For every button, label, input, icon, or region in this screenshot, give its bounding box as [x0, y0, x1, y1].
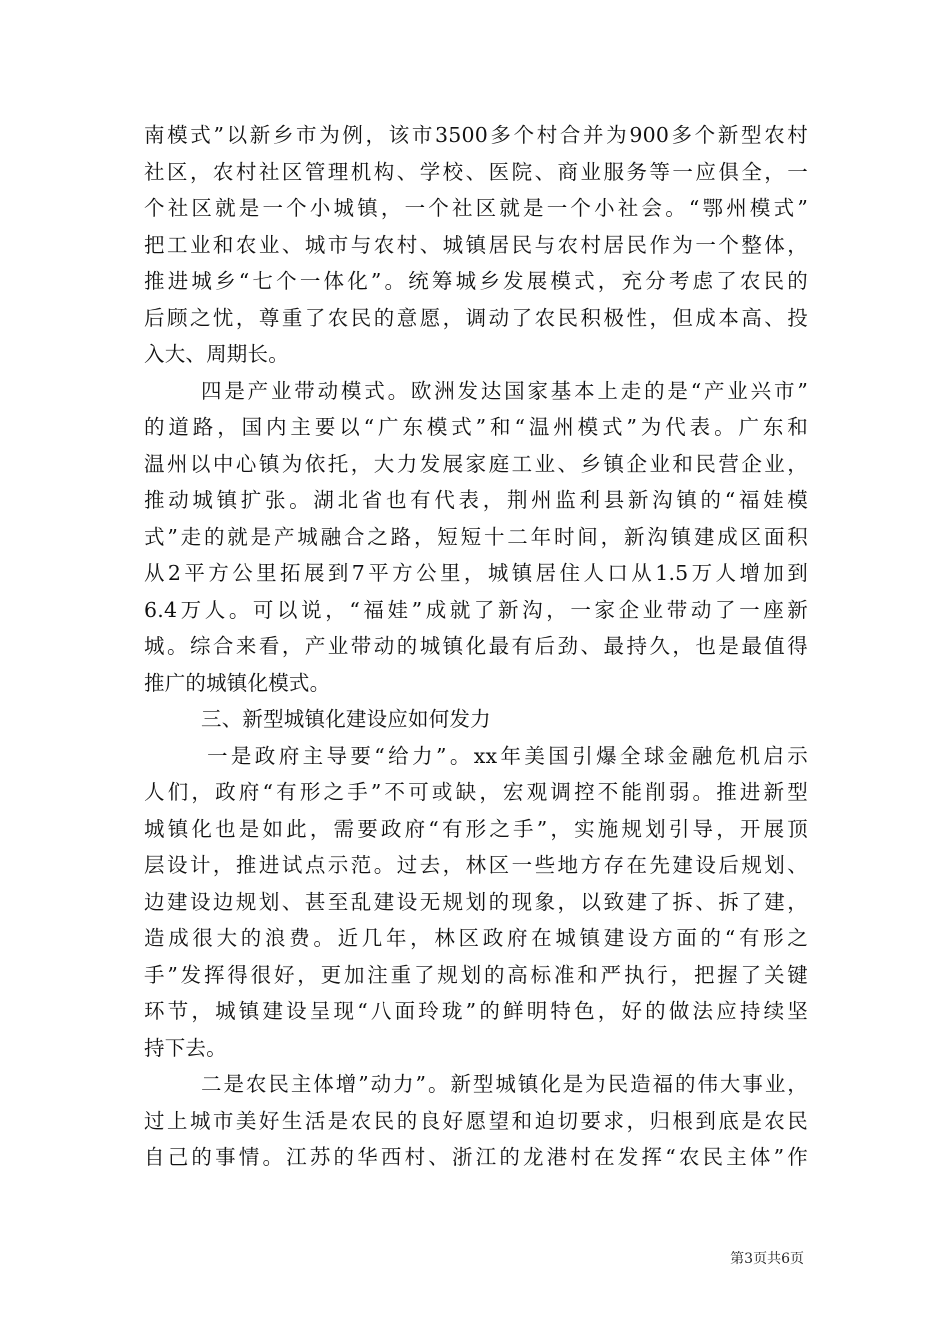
paragraph-line: 从2平方公里拓展到7平方公里，城镇居住人口从1.5万人增加到: [144, 561, 808, 585]
paragraph-line: 把工业和农业、城市与农村、城镇居民与农村居民作为一个整体，: [144, 232, 808, 257]
paragraph-line: 造成很大的浪费。近几年，林区政府在城镇建设方面的“有形之: [144, 926, 808, 950]
paragraph-line: 入大、周期长。: [144, 342, 289, 366]
paragraph-line: 个社区就是一个小城镇，一个社区就是一个小社会。“鄂州模式”: [144, 196, 808, 220]
paragraph-line: 推广的城镇化模式。: [144, 670, 331, 695]
paragraph-line: 二是农民主体增”动力”。新型城镇化是为民造福的伟大事业，: [201, 1072, 808, 1096]
section-heading: 三、新型城镇化建设应如何发力: [201, 707, 491, 731]
page-number: 第3页共6页: [730, 1251, 804, 1267]
paragraph-line: 一是政府主导要“给力”。xx年美国引爆全球金融危机启示: [207, 743, 808, 768]
paragraph-line: 社区，农村社区管理机构、学校、医院、商业服务等一应俱全，一: [144, 159, 808, 184]
paragraph-line: 人们，政府“有形之手”不可或缺，宏观调控不能削弱。推进新型: [144, 780, 808, 804]
paragraph-line: 温州以中心镇为依托，大力发展家庭工业、乡镇企业和民营企业，: [144, 451, 808, 476]
paragraph-line: 的道路，国内主要以“广东模式”和“温州模式”为代表。广东和: [144, 415, 808, 439]
paragraph-line: 城。综合来看，产业带动的城镇化最有后劲、最持久，也是最值得: [144, 634, 808, 658]
body-text: [144, 117, 808, 1176]
paragraph-line: 环节，城镇建设呈现“八面玲珑”的鲜明特色，好的做法应持续坚: [144, 999, 808, 1023]
paragraph-line: 持下去。: [144, 1035, 227, 1060]
paragraph-line: 过上城市美好生活是农民的良好愿望和迫切要求，归根到底是农民: [144, 1108, 808, 1133]
paragraph-line: 边建设边规划、甚至乱建设无规划的现象，以致建了拆、拆了建，: [144, 889, 808, 914]
paragraph-line: 后顾之忧，尊重了农民的意愿，调动了农民积极性，但成本高、投: [144, 305, 808, 330]
paragraph-line: 6.4万人。可以说，“福娃”成就了新沟，一家企业带动了一座新: [144, 597, 808, 622]
paragraph-line: 四是产业带动模式。欧洲发达国家基本上走的是“产业兴市”: [201, 378, 808, 403]
paragraph-line: 南模式”以新乡市为例，该市3500多个村合并为900多个新型农村: [144, 123, 808, 147]
paragraph-line: 推动城镇扩张。湖北省也有代表，荆州监利县新沟镇的“福娃模: [144, 488, 808, 512]
paragraph-line: 层设计，推进试点示范。过去，林区一些地方存在先建设后规划、: [144, 853, 808, 877]
paragraph-line: 自己的事情。江苏的华西村、浙江的龙港村在发挥“农民主体”作: [144, 1145, 808, 1169]
paragraph-line: 城镇化也是如此，需要政府“有形之手”，实施规划引导，开展顶: [144, 816, 808, 841]
paragraph-line: 手”发挥得很好，更加注重了规划的高标准和严执行，把握了关键: [144, 962, 808, 987]
paragraph-line: 推进城乡“七个一体化”。统筹城乡发展模式，充分考虑了农民的: [144, 269, 808, 293]
paragraph-line: 式”走的就是产城融合之路，短短十二年时间，新沟镇建成区面积: [144, 524, 808, 549]
